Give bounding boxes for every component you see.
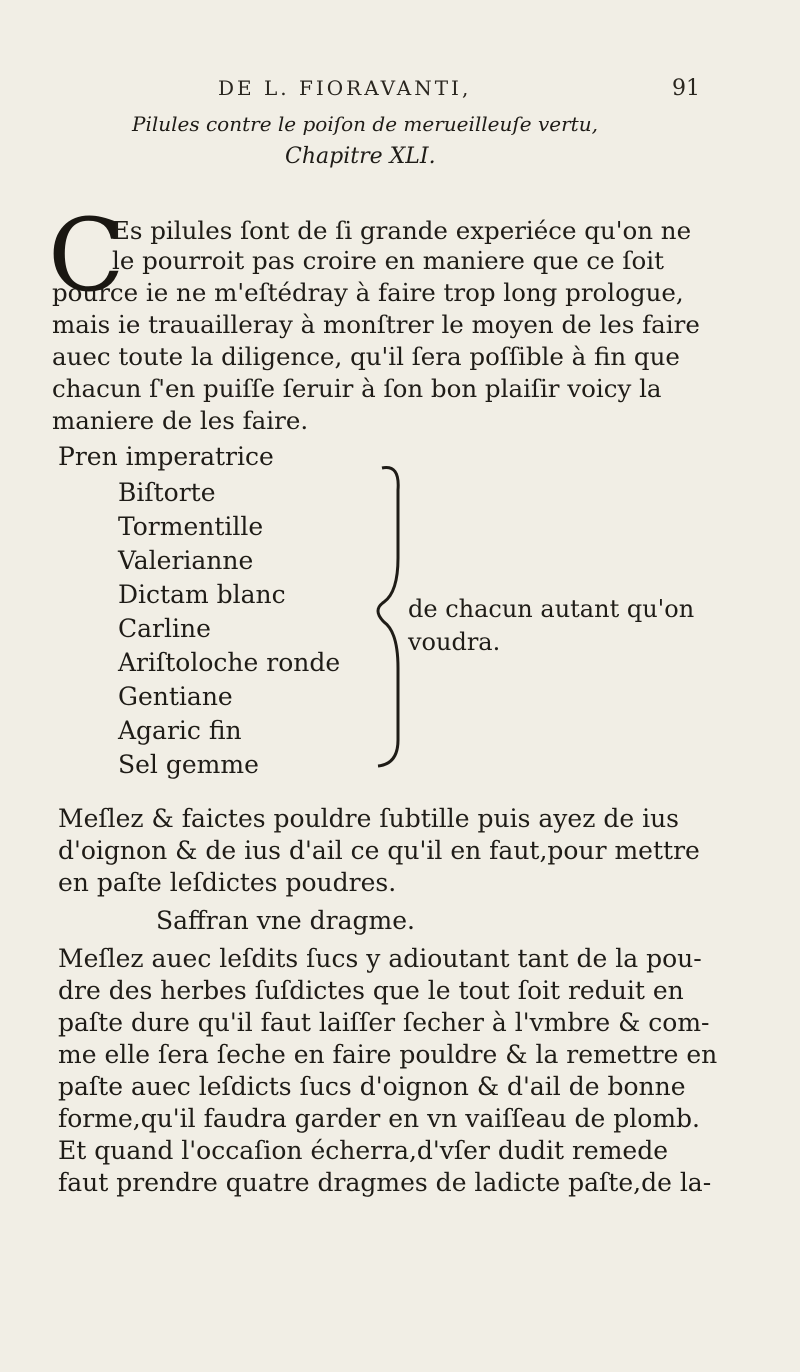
method-line: Meſlez auec leſdits ſucs y adioutant tant de la pou-: [58, 944, 702, 973]
intro-line: le pourroit pas croire en maniere que ce ſoit: [112, 246, 664, 275]
brace-note-line: voudra.: [408, 628, 501, 656]
ingredient-item: Agaric fin: [118, 716, 242, 745]
intro-line: Es pilules ſont de ſi grande experiéce qu'on ne: [112, 216, 692, 245]
running-title: DE L. FIORAVANTI,: [218, 76, 472, 100]
intro-line: pource ie ne m'eſtédray à faire trop long prologue,: [52, 278, 684, 307]
method-line: paſte auec leſdicts ſucs d'oignon & d'ail de bonne: [58, 1072, 686, 1101]
chapter-subtitle: Pilules contre le poiſon de merueilleuſe vertu,: [132, 112, 598, 136]
method-line: Et quand l'occaſion écherra,d'vſer dudit remede: [58, 1136, 669, 1165]
method-line: paſte dure qu'il faut laiſſer ſecher à l'vmbre & com-: [58, 1008, 710, 1037]
drop-cap: C: [48, 197, 125, 314]
ingredient-item: Ariſtoloche ronde: [118, 648, 341, 677]
page-number: 91: [672, 76, 700, 101]
method-line: faut prendre quatre dragmes de ladicte paſte,de la-: [58, 1168, 712, 1197]
method-line: Meſlez & faictes pouldre ſubtille puis ayez de ius: [58, 804, 679, 833]
ingredient-item: Biſtorte: [118, 478, 216, 507]
chapter-heading: Chapitre XLI.: [285, 144, 436, 169]
method-line: forme,qu'il faudra garder en vn vaiſſeau de plomb.: [58, 1104, 700, 1133]
intro-line: chacun ſ'en puiſſe ſeruir à ſon bon plaiſir voicy la: [52, 374, 662, 403]
recipe-lead: Pren imperatrice: [58, 442, 274, 471]
method-line: dre des herbes ſuſdictes que le tout ſoit reduit en: [58, 976, 684, 1005]
intro-line: auec toute la diligence, qu'il ſera poſſible à fin que: [52, 342, 680, 371]
intro-line: maniere de les faire.: [52, 406, 309, 435]
ingredient-item: Carline: [118, 614, 211, 643]
method-line: en paſte leſdictes poudres.: [58, 868, 397, 897]
ingredient-item: Gentiane: [118, 682, 233, 711]
method-line: Saffran vne dragme.: [156, 906, 415, 935]
brace-note-line: de chacun autant qu'on: [408, 595, 695, 623]
ingredient-item: Sel gemme: [118, 750, 259, 779]
ingredient-item: Valerianne: [118, 546, 254, 575]
ingredient-item: Dictam blanc: [118, 580, 286, 609]
method-line: d'oignon & de ius d'ail ce qu'il en faut,pour mettre: [58, 836, 700, 865]
ingredient-item: Tormentille: [118, 512, 264, 541]
intro-line: mais ie trauailleray à monſtrer le moyen de les faire: [52, 310, 700, 339]
method-line: me elle ſera ſeche en faire pouldre & la remettre en: [58, 1040, 718, 1069]
